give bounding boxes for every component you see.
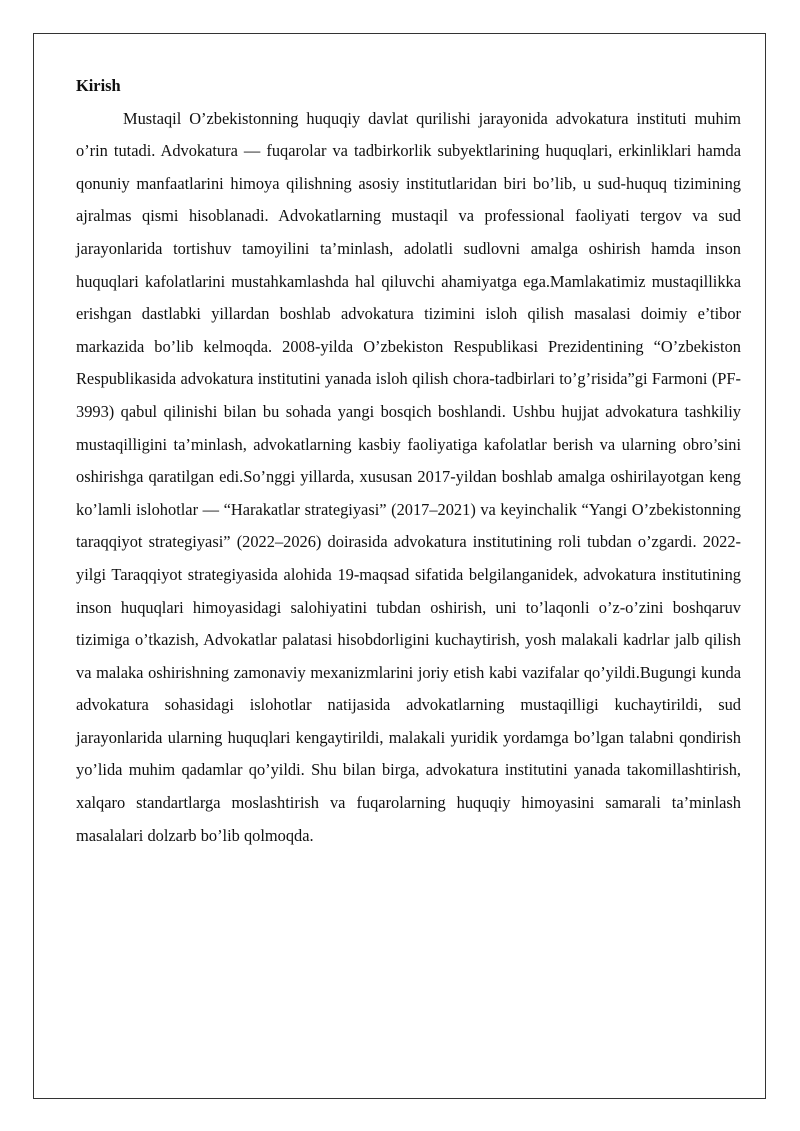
document-body — [76, 70, 741, 852]
section-heading: Kirish — [76, 76, 121, 95]
body-paragraph: Mustaqil O’zbekistonning huquqiy davlat qurilishi jarayonida advokatura instituti muhim o’rin tutadi. Advokatura — fuqarolar va tadbirkorlik subyektlarining huquqlari, erkinliklari hamda qonuniy manfaatlarini himoya qilishning asosiy institutlaridan biri bo’lib, u sud-huquq tizimining ajralmas qismi hisoblanadi. Advokatlarning mustaqil va professional faoliyati tergov va sud jarayonlarida tortishuv tamoyilini ta’minlash, adolatli sudlovni amalga oshirish hamda inson huquqlari kafolatlarini mustahkamlashda hal qiluvchi ahamiyatga ega.Mamlakatimiz mustaqillikka erishgan dastlabki yillardan boshlab advokatura tizimini isloh qilish masalasi doimiy e’tibor markazida bo’lib kelmoqda. 2008-yilda O’zbekiston Respublikasi Prezidentining “O’zbekiston Respublikasida advokatura institutini yanada isloh qilish chora-tadbirlari to’g’risida”gi Farmoni (PF-3993) qabul qilinishi bilan bu sohada yangi bosqich boshlandi. Ushbu hujjat advokatura tashkiliy mustaqilligini ta’minlash, advokatlarning kasbiy faoliyatiga kafolatlar berish va ularning obro’sini oshirishga qaratilgan edi.So’nggi yillarda, xususan 2017-yildan boshlab amalga oshirilayotgan keng ko’lamli islohotlar — “Harakatlar strategiyasi” (2017–2021) va keyinchalik “Yangi O’zbekistonning taraqqiyot strategiyasi” (2022–2026) doirasida advokatura institutining roli tubdan o’zgardi. 2022-yilgi Taraqqiyot strategiyasida alohida 19-maqsad sifatida belgilanganidek, advokatura institutining inson huquqlari himoyasidagi salohiyatini tubdan oshirish, uni to’laqonli o’z-o’zini boshqaruv tizimiga o’tkazish, Advokatlar palatasi hisobdorligini kuchaytirish, yosh malakali kadrlar jalb qilish va malaka oshirishning zamonaviy mexanizmlarini joriy etish kabi vazifalar qo’yildi.Bugungi kunda advokatura sohasidagi islohotlar natijasida advokatlarning mustaqilligi kuchaytirildi, sud jarayonlarida ularning huquqlari kengaytirildi, malakali yuridik yordamga bo’lgan talabni qondirish yo’lida muhim qadamlar qo’yildi. Shu bilan birga, advokatura institutini yanada takomillashtirish, xalqaro standartlarga moslashtirish va fuqarolarning huquqiy himoyasini samarali ta’minlash masalalari dolzarb bo’lib qolmoqda. — [76, 108, 741, 845]
